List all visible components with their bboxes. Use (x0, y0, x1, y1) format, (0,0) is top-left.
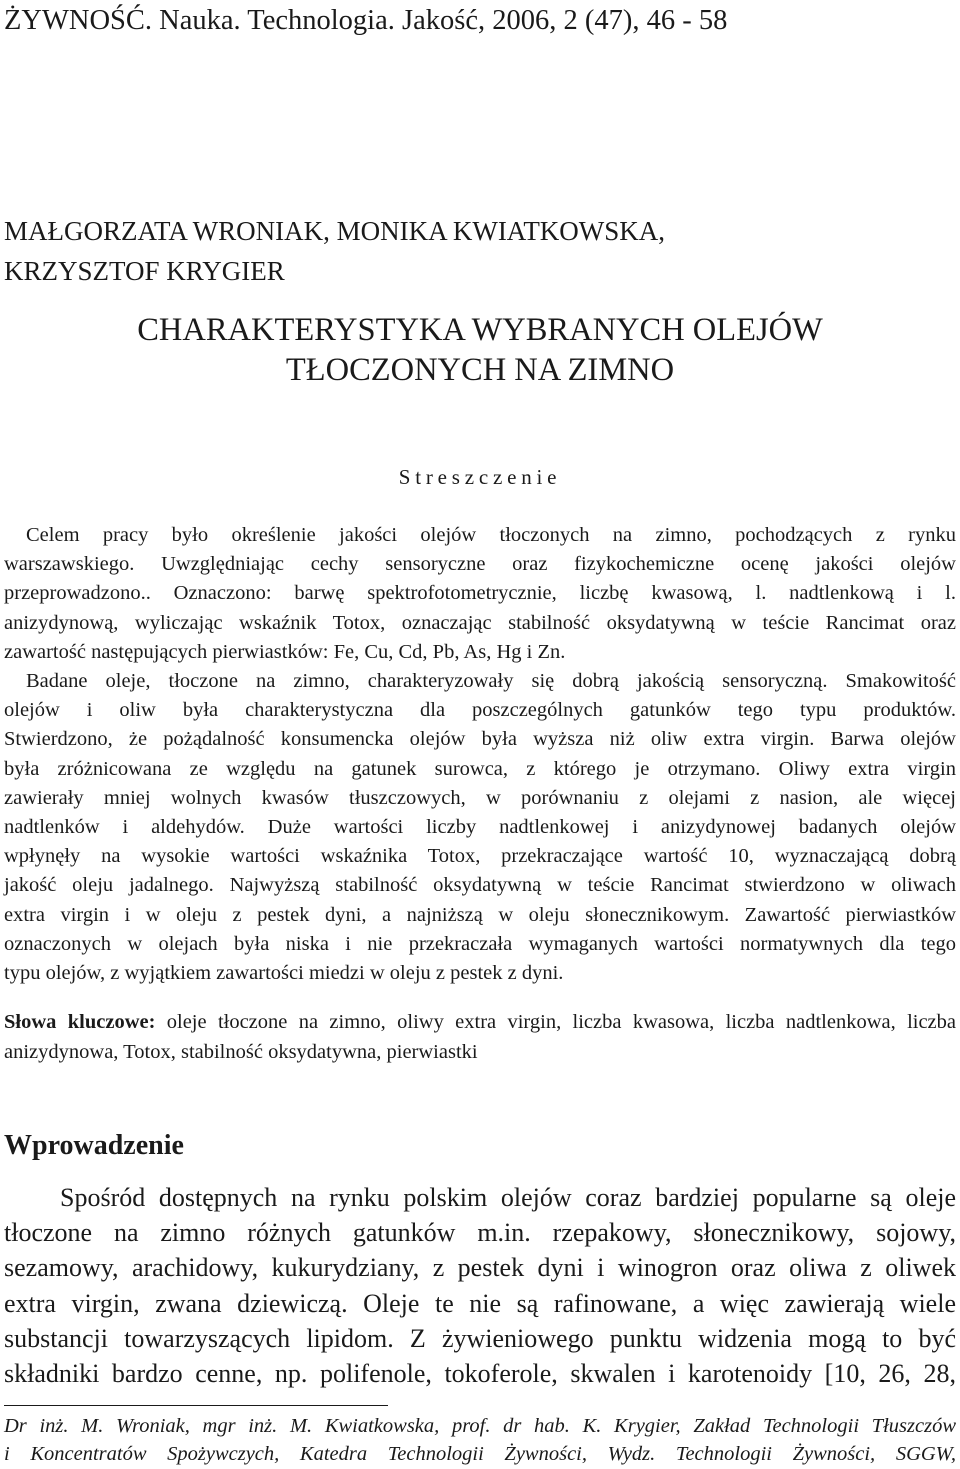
abstract-line: była zróżnicowana ze względu na gatunek surowca, z którego je otrzymano. Oliwy extra virgin (4, 757, 956, 780)
abstract-line: wpłynęły na wysokie wartości wskaźnika Totox, przekraczające wartość 10, wyznaczającą dobrą (4, 845, 956, 868)
abstract-line: warszawskiego. Uwzględniając cechy sensoryczne oraz fizykochemiczne ocenę jakości olejów (4, 553, 956, 576)
introduction-body (4, 1180, 956, 1391)
keywords-label: Słowa kluczowe: (4, 1011, 156, 1033)
abstract-line: Celem pracy było określenie jakości olejów tłoczonych na zimno, pochodzących z rynku (26, 524, 956, 546)
abstract-line: oznaczonych w olejach była niska i nie przekraczała wymaganych wartości normatywnych dla tego (4, 932, 956, 955)
intro-line: substancji towarzyszących lipidom. Z żywieniowego punktu widzenia mogą to być (4, 1323, 956, 1353)
abstract-line: typu olejów, z wyjątkiem zawartości miedzi w oleju z pestek z dyni. (4, 962, 564, 985)
section-heading-introduction: Wprowadzenie (4, 1130, 184, 1161)
intro-line: sezamowy, arachidowy, kukurydziany, z pestek dyni i winogron oraz oliwa z oliwek (4, 1253, 956, 1283)
footnote-line-2: i Koncentratów Spożywczych, Katedra Technologii Żywności, Wydz. Technologii Żywności, SGGW, (4, 1443, 956, 1465)
abstract-line: olejów i oliw była charakterystyczna dla poszczególnych gatunków tego typu produktów. (4, 699, 956, 722)
abstract-line: zawartość następujących pierwiastków: Fe, Cu, Cd, Pb, As, Hg i Zn. (4, 640, 566, 663)
intro-line: tłoczone na zimno różnych gatunków m.in. rzepakowy, słonecznikowy, sojowy, (4, 1218, 956, 1248)
abstract-line: extra virgin i w oleju z pestek dyni, a najniższą w oleju słonecznikowym. Zawartość pierwiastków (4, 903, 956, 926)
keywords-line-1 (4, 1008, 956, 1038)
abstract-line: anizydynową, wyliczając wskaźnik Totox, oznaczając stabilność oksydatywną w teście Rancimat oraz (4, 611, 956, 634)
abstract-line: przeprowadzono.. Oznaczono: barwę spektrofotometrycznie, liczbę kwasową, l. nadtlenkową i l. (4, 582, 956, 605)
keywords-text-1: oleje tłoczone na zimno, oliwy extra virgin, liczba kwasowa, liczba nadtlenkowa, liczba (155, 1011, 957, 1033)
abstract-heading: Streszczenie (398, 465, 562, 489)
abstract-paragraph-2 (4, 667, 956, 988)
abstract (4, 521, 956, 988)
authors-line-2: KRZYSZTOF KRYGIER (4, 256, 285, 286)
keywords (4, 1008, 956, 1067)
abstract-line: nadtlenków i aldehydów. Duże wartości liczby nadtlenkowej i anizydynowej badanych olejów (4, 816, 956, 839)
authors-line-1: MAŁGORZATA WRONIAK, MONIKA KWIATKOWSKA, (4, 216, 666, 246)
footnote-divider (4, 1405, 388, 1406)
authors (4, 211, 665, 291)
paper-title-line-1: CHARAKTERYSTYKA WYBRANYCH OLEJÓW (137, 312, 823, 348)
abstract-line: jakość oleju jadalnego. Najwyższą stabilność oksydatywną w teście Rancimat stwierdzono w oliwach (4, 874, 956, 897)
footnote (4, 1412, 956, 1468)
journal-header: ŻYWNOŚĆ. Nauka. Technologia. Jakość, 2006, 2 (47), 46 - 58 (4, 5, 728, 36)
footnote-line-1: Dr inż. M. Wroniak, mgr inż. M. Kwiatkowska, prof. dr hab. K. Krygier, Zakład Technologii Tłuszczów (4, 1415, 956, 1437)
abstract-line: Stwierdzono, że pożądalność konsumencka olejów była wyższa niż oliw extra virgin. Barwa olejów (4, 728, 956, 751)
paper-title-line-2: TŁOCZONYCH NA ZIMNO (285, 352, 675, 388)
paper-title (0, 310, 960, 390)
abstract-line: zawierały mniej wolnych kwasów tłuszczowych, w porównaniu z olejami z nasion, ale więcej (4, 786, 956, 809)
abstract-line: Badane oleje, tłoczone na zimno, charakteryzowały się dobrą jakością sensoryczną. Smakowitość (26, 670, 956, 693)
keywords-line-2: anizydynowa, Totox, stabilność oksydatywna, pierwiastki (4, 1040, 478, 1063)
intro-line: Spośród dostępnych na rynku polskim olejów coraz bardziej popularne są oleje (60, 1183, 956, 1212)
intro-line: extra virgin, zwana dziewiczą. Oleje te nie są rafinowane, a więc zawierają wiele (4, 1288, 956, 1318)
abstract-paragraph-1 (4, 521, 956, 667)
intro-line: składniki bardzo cenne, np. polifenole, tokoferole, skwalen i karotenoidy [10, 26, 28, (4, 1359, 956, 1389)
